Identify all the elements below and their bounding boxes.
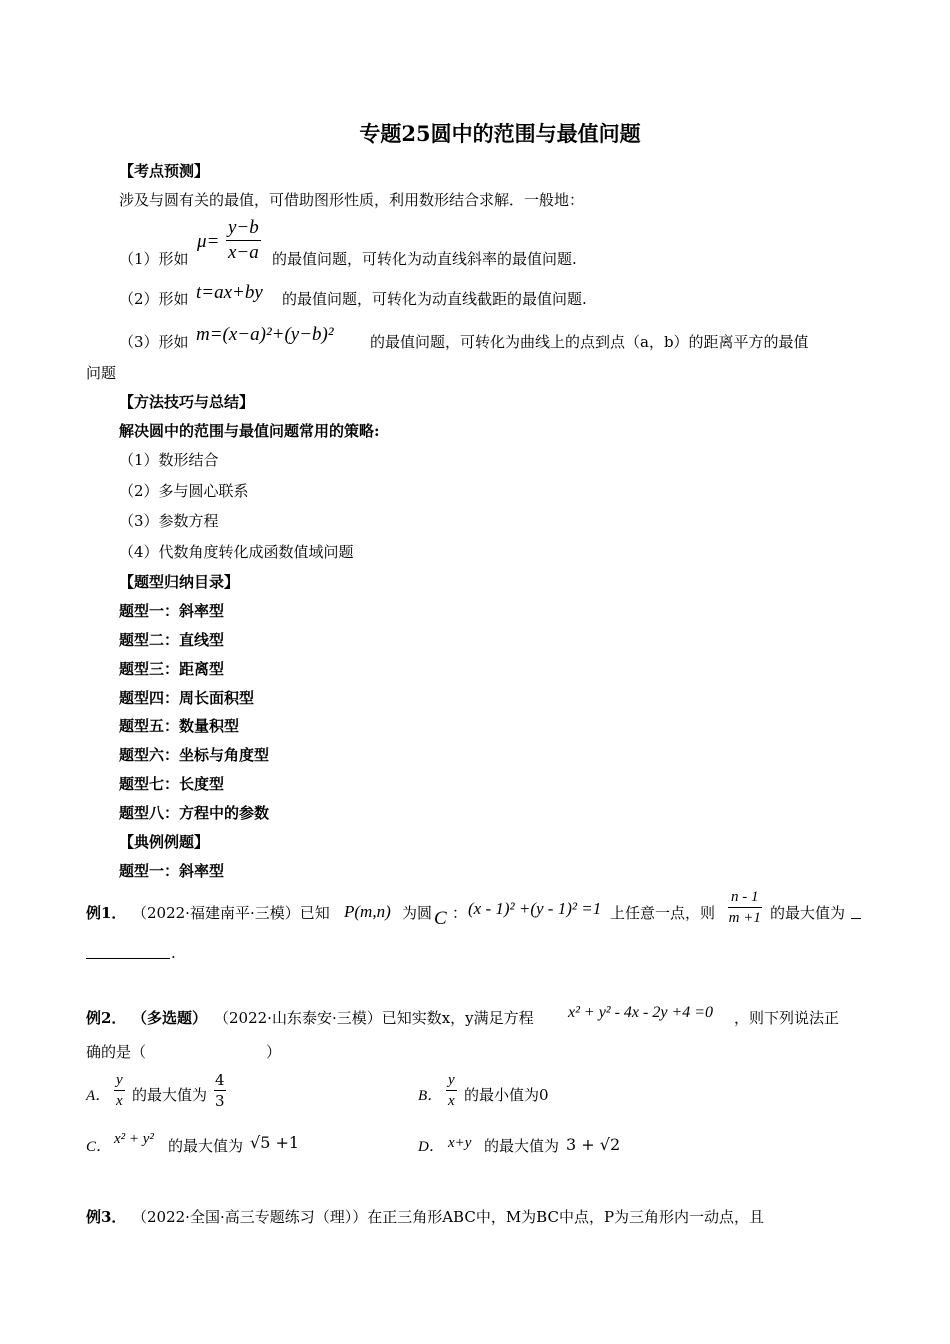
example2-line2: 确的是（ ） (86, 1043, 282, 1061)
option-c-expr: x² + y² (114, 1131, 154, 1147)
fraction-denominator: x−a (228, 242, 259, 263)
example1-circle-equation: (x - 1)² +(y - 1)² =1 (468, 899, 602, 918)
kaodian-item3-cont: 问题 (86, 364, 117, 382)
kaodian-item2-suffix: 的最值问题，可转化为动直线截距的最值问题. (282, 290, 587, 308)
method-lead: 解决圆中的范围与最值问题常用的策略: (119, 422, 380, 440)
option-a-fraction (114, 1070, 125, 1111)
option-d-value: 3 + √2 (566, 1135, 621, 1154)
fraction-numerator: 4 (215, 1071, 225, 1089)
example1-end: 的最大值为 (770, 904, 846, 922)
fraction-denominator: 3 (215, 1092, 225, 1110)
example2-tag: （多选题） (132, 1009, 208, 1027)
example1-after: 上任意一点，则 (610, 904, 716, 922)
example-type-heading: 题型一：斜率型 (119, 862, 225, 880)
option-d-expr: x+y (448, 1135, 472, 1151)
fraction-numerator: n - 1 (728, 887, 762, 908)
option-a-key: A． (86, 1088, 111, 1104)
fraction-denominator: x (116, 1093, 123, 1109)
method-item: （3）参数方程 (119, 512, 219, 530)
formula-distance: m=(x−a)²+(y−b)² (196, 324, 334, 345)
example2-end: ，则下列说法正 (734, 1009, 840, 1027)
example1-fraction (728, 887, 762, 928)
section-heading-examples: 【典例例题】 (119, 833, 210, 851)
kaodian-item1-prefix: （1）形如 (119, 250, 189, 268)
method-item: （1）数形结合 (119, 451, 219, 469)
option-a-value (214, 1070, 226, 1111)
method-item: （2）多与圆心联系 (119, 482, 249, 500)
section-heading-method: 【方法技巧与总结】 (119, 393, 255, 411)
answer-blank (851, 900, 861, 919)
option-c-value: √5 +1 (250, 1133, 300, 1152)
period-mark: . (171, 944, 176, 962)
formula-intercept: t=ax+by (196, 282, 263, 303)
option-d-text: 的最大值为 (484, 1137, 560, 1155)
fraction-numerator: y (446, 1070, 457, 1091)
example1-circle-c: C (434, 908, 447, 929)
section-heading-kaodian: 【考点预测】 (119, 162, 210, 180)
option-c-text: 的最大值为 (168, 1137, 244, 1155)
example2-source: （2022·山东泰安·三模）已知实数x，y满足方程 (214, 1009, 534, 1027)
example3-label: 例3． (86, 1208, 127, 1226)
answer-blank (86, 944, 170, 959)
catalog-item: 题型五：数量积型 (119, 717, 240, 735)
formula-slope-fraction (226, 216, 261, 265)
kaodian-item1-suffix: 的最值问题，可转化为动直线斜率的最值问题. (272, 250, 577, 268)
formula-mu: μ= (197, 231, 220, 252)
fraction-numerator: y−b (226, 216, 261, 241)
option-b-fraction (446, 1070, 457, 1111)
method-item: （4）代数角度转化成函数值域问题 (119, 543, 354, 561)
kaodian-item3-prefix: （3）形如 (119, 333, 189, 351)
example3-text: （2022·全国·高三专题练习（理））在正三角形ABC中，M为BC中点，P为三角形内一动点，且 (132, 1208, 765, 1226)
kaodian-intro: 涉及与圆有关的最值，可借助图形性质，利用数形结合求解．一般地： (119, 191, 585, 209)
catalog-item: 题型二：直线型 (119, 631, 225, 649)
kaodian-item3-suffix: 的最值问题，可转化为曲线上的点到点（a，b）的距离平方的最值 (370, 333, 809, 351)
example2-label: 例2． (86, 1009, 127, 1027)
section-heading-catalog: 【题型归纳目录】 (119, 573, 240, 591)
example1-point: P(m,n) (344, 902, 391, 921)
option-c-key: C． (86, 1139, 112, 1155)
option-a-text: 的最大值为 (132, 1086, 208, 1104)
fraction-denominator: x (448, 1093, 455, 1109)
option-b-key: B． (418, 1088, 443, 1104)
catalog-item: 题型四：周长面积型 (119, 689, 255, 707)
kaodian-item2-prefix: （2）形如 (119, 290, 189, 308)
example1-label: 例1． (86, 904, 127, 922)
catalog-item: 题型三：距离型 (119, 660, 225, 678)
catalog-item: 题型一：斜率型 (119, 602, 225, 620)
page-title: 专题25圆中的范围与最值问题 (359, 121, 641, 146)
example2-equation: x² + y² - 4x - 2y +4 =0 (568, 1004, 714, 1021)
fraction-denominator: m +1 (728, 910, 761, 926)
example1-colon: ： (452, 904, 468, 922)
catalog-item: 题型八：方程中的参数 (119, 804, 270, 822)
option-d-key: D． (418, 1139, 444, 1155)
catalog-item: 题型六：坐标与角度型 (119, 746, 270, 764)
example1-mid: 为圆 (402, 904, 433, 922)
fraction-numerator: y (114, 1070, 125, 1091)
catalog-item: 题型七：长度型 (119, 775, 225, 793)
example1-source: （2022·福建南平·三模）已知 (132, 904, 330, 922)
option-b-text: 的最小值为0 (464, 1086, 549, 1104)
